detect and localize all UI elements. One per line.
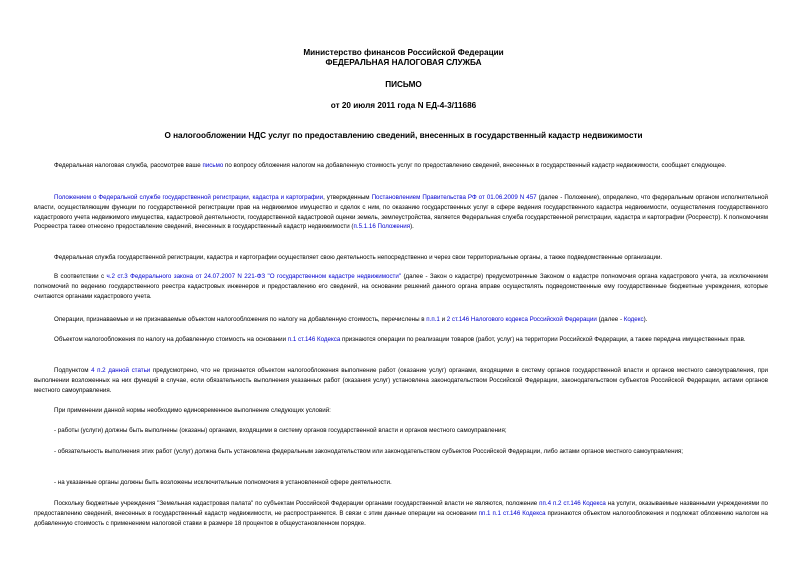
document-title: О налогообложении НДС услуг по предоставлению сведений, внесенных в государственный кадастр недвижимости [164,131,643,140]
text-run: ). [410,223,414,231]
link-letter[interactable]: письмо [202,162,224,169]
link-code-146-1-1[interactable]: пп.1 п.1 ст.146 Кодекса [478,509,546,517]
text-run: (далее - Положение), определено, что федеральным органом исполнительной власти, осуществляющим функции по государственной регистрации прав на недвижимое имущество и сделок с ним, по оказанию государственных услуг в сфере ведения государственного кадастра недвижимости, осуществления государственного кадастрового учета недвижимого имущества, кадастровой деятельности, государственной кадастровой оценки земель, землеустройства, является Федеральная служба государственной регистрации, кадастра и картографии (Росреестр). К полномочиям Росреестра также отнесено предоставление сведений, внесенных в государственный кадастр недвижимости ( [34,194,768,231]
paragraph-2 [34,193,768,232]
paragraph-6 [34,335,768,345]
text-run: признаются объектом налогообложения и подлежат обложению налогом на добавленную стоимость с применением налоговой ставки в размере 18 процентов в общеустановленном порядке. [34,509,768,527]
paragraph-9: - работы (услуги) должны быть выполнены (оказаны) органами, входящими в систему органов государственной власти и органов местного самоуправления; [54,427,507,434]
paragraph-1 [34,161,768,171]
date-number-heading: от 20 июля 2011 года N ЕД-4-3/11686 [330,101,477,110]
text-run: Объектом налогообложения по налогу на добавленную стоимость на основании [54,336,288,343]
text-run: (далее - [596,316,624,323]
text-run: предусмотрено, что не признается объектом налогообложения выполнение работ (оказание услуг) органами, входящими в систему органов государственной власти и органов местного самоуправления, при выполнении возложенных на них функций в случае, если обязательность выполнения указанных работ (оказания услуг) установлена законодательством Российской Федерации, законодательством субъектов Российской Федерации, актами органов местного самоуправления. [34,367,768,394]
link-code-146-2-4[interactable]: пп.4 п.2 ст.146 Кодекса [539,500,606,507]
ministry-heading: Министерство финансов Российской Федерации [303,48,504,57]
paragraph-5 [34,315,768,325]
link-federal-law[interactable]: ч.2 ст.3 Федерального закона от 24.07.2007 N 221-ФЗ "О государственном кадастре недвижимости" [106,273,402,280]
link-resolution[interactable]: Постановлением Правительства РФ от 01.06.2009 N 457 [371,194,537,201]
text-run: Операции, признаваемые и не признаваемые объектом налогообложения по налогу на добавленную стоимость, перечислены в [54,316,427,323]
paragraph-10: - обязательность выполнения этих работ (услуг) должна быть установлена федеральным законодательством или законодательством субъектов Российской Федерации, либо актами органов местного самоуправления; [54,448,684,455]
link-subclause-4[interactable]: 4 п.2 данной статьи [91,367,151,374]
paragraph-4 [34,272,768,301]
paragraph-7 [34,366,768,395]
link-tax-code-146[interactable]: 2 ст.146 Налогового кодекса Российской Федерации [446,316,597,323]
text-run: Федеральная налоговая служба, рассмотрев ваше [54,162,203,169]
link-regulation-clause[interactable]: п.5.1.16 Положения [353,223,411,231]
text-run: Подпунктом [54,367,92,374]
text-run: на услуги, оказываемые названными учреждениями по предоставлению сведений, внесенных в государственный кадастр недвижимости, не распространяется. В связи с этим данные операции на основании [34,500,768,517]
paragraph-3: Федеральная служба государственной регистрации, кадастра и картографии осуществляет свою деятельность непосредственно и через свои территориальные органы, а также подведомственные организации. [54,254,663,261]
link-code-146-1[interactable]: п.1 ст.146 Кодекса [287,336,341,343]
text-run: и [439,316,447,323]
link-code[interactable]: Кодекс [623,316,644,323]
text-run: по вопросу обложения налогом на добавленную стоимость услуг по предоставлению сведений, внесенных в государственный кадастр недвижимости, сообщает следующее. [223,162,727,169]
paragraph-8: При применении данной нормы необходимо единовременное выполнение следующих условий: [54,407,331,414]
doc-type-heading: ПИСЬМО [385,80,422,89]
text-run: признаются операции по реализации товаров (работ, услуг) на территории Российской Федерации, а также передача имущественных прав. [340,336,746,343]
link-regulation[interactable]: Положением о Федеральной службе государственной регистрации, кадастра и картографии [54,194,324,201]
paragraph-11: - на указанные органы должны быть возложены исключительные полномочия в установленной сфере деятельности. [54,479,392,486]
text-run: (далее - Закон о кадастре) предусмотренные Законом о кадастре полномочия органа кадастрового учета, за исключением полномочий по ведению государственного реестра кадастровых инженеров и предоставлению его сведений, на основании решений данного органа вправе осуществлять подведомственные ему государственные бюджетные учреждения, которые считаются органами кадастрового учета. [34,273,769,300]
text-run: , утвержденным [323,194,372,201]
text-run: ). [643,316,648,323]
text-run: Поскольку бюджетные учреждения "Земельная кадастровая палата" по субъектам Российской Федерации органами государственной власти не являются, положение [54,500,540,507]
service-heading: ФЕДЕРАЛЬНАЯ НАЛОГОВАЯ СЛУЖБА [325,58,482,67]
link-pp1[interactable]: п.п.1 [426,316,440,323]
text-run: В соответствии с [54,273,107,280]
paragraph-12 [34,499,768,528]
